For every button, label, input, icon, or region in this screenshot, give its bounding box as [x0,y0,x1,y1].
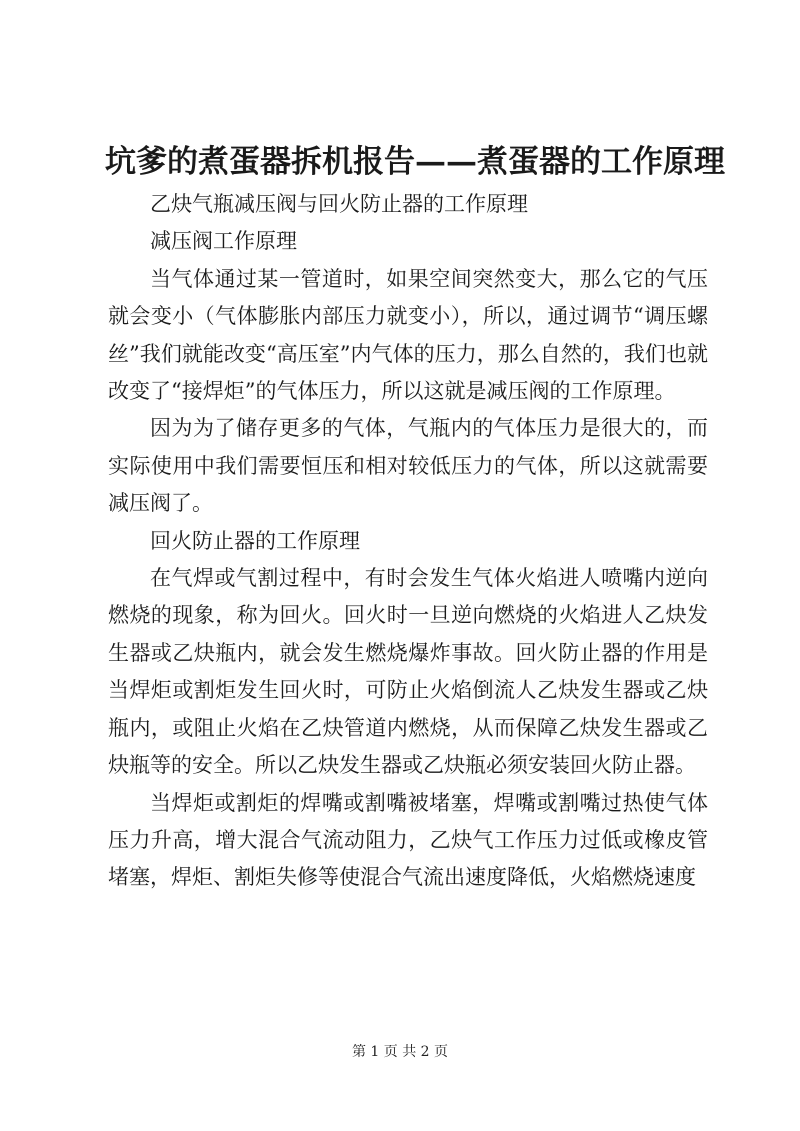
section-heading-pressure-valve: 减压阀工作原理 [150,229,297,254]
section-heading-main: 乙炔气瓶减压阀与回火防止器的工作原理 [150,192,528,216]
paragraph-flashback-causes: 当焊炬或割炬的焊嘴或割嘴被堵塞，焊嘴或割嘴过热使气体压力升高，增大混合气流动阻力，乙炔气工作压力过低或橡皮管堵塞，焊炬、割炬失修等使混合气流出速度降低，火焰燃烧速度 [108,790,708,890]
document-title: 坑爹的煮蛋器拆机报告——煮蛋器的工作原理 [105,144,725,180]
section-heading-flashback-arrestor: 回火防止器的工作原理 [150,528,360,553]
page-footer: 第 1 页 共 2 页 [351,1044,449,1060]
paragraph-pressure-valve-purpose: 因为为了储存更多的气体，气瓶内的气体压力是很大的，而实际使用中我们需要恒压和相对较低压力的气体，所以这就需要减压阀了。 [108,416,708,516]
paragraph-pressure-valve-principle: 当气体通过某一管道时，如果空间突然变大，那么它的气压就会变小（气体膨胀内部压力就变小），所以，通过调节“调压螺丝”我们就能改变“高压室”内气体的压力，那么自然的，我们也就改变了“接焊炬”的气体压力，所以这就是减压阀的工作原理。 [108,266,708,404]
paragraph-flashback-definition: 在气焊或气割过程中，有时会发生气体火焰进人喷嘴内逆向燃烧的现象，称为回火。回火时一旦逆向燃烧的火焰进人乙炔发生器或乙炔瓶内，就会发生燃烧爆炸事故。回火防止器的作用是当焊炬或割炬发生回火时，可防止火焰倒流人乙炔发生器或乙炔瓶内，或阻止火焰在乙炔管道内燃烧，从而保障乙炔发生器或乙炔瓶等的安全。所以乙炔发生器或乙炔瓶必须安装回火防止器。 [108,566,708,778]
document-body [108,186,708,897]
